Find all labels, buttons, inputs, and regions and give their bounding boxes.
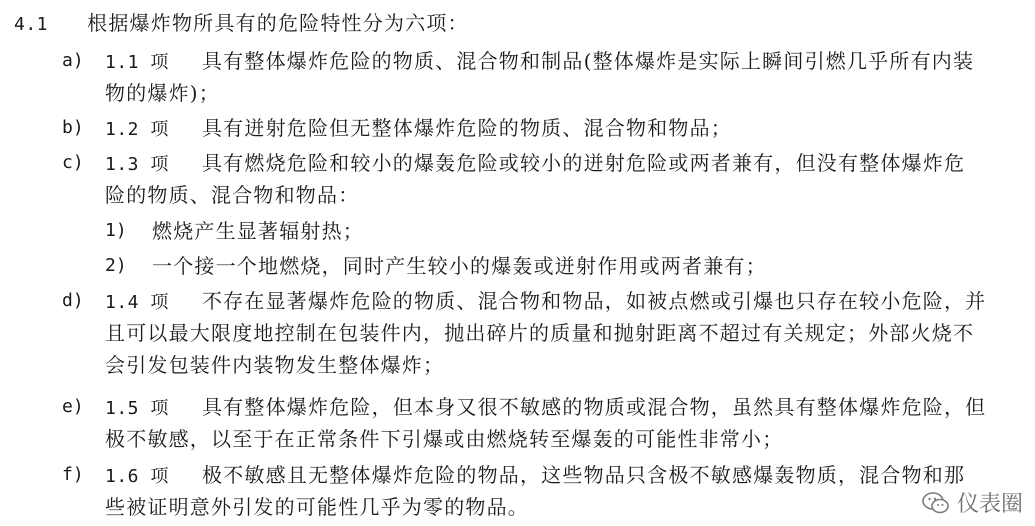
wechat-icon <box>921 490 951 516</box>
item-line: 险的物质、混合物和物品： <box>105 183 360 207</box>
item-marker: f) <box>62 464 84 485</box>
section-number: 4.1 <box>14 14 49 35</box>
item-text: 具有整体爆炸危险的物质、混合物和制品(整体爆炸是实际上瞬间引燃几乎所有内装 <box>201 49 975 73</box>
item-marker: c) <box>62 152 84 173</box>
item-text: 具有迸射危险但无整体爆炸危险的物质、混合物和物品； <box>201 116 732 140</box>
item-code: 1.3 项 <box>105 154 169 175</box>
item-code: 1.1 项 <box>105 52 169 73</box>
item-code: 1.6 项 <box>105 466 169 487</box>
watermark <box>921 487 1023 518</box>
section-title: 根据爆炸物所具有的危险特性分为六项： <box>87 11 469 35</box>
item-line <box>105 394 986 422</box>
subitem-text: 一个接一个地燃烧，同时产生较小的爆轰或迸射作用或两者兼有； <box>152 254 767 278</box>
watermark-text: 仪表圈 <box>956 492 1023 517</box>
item-code: 1.4 项 <box>105 292 169 313</box>
item-line: 极不敏感，以至于在正常条件下引爆或由燃烧转至爆轰的可能性非常小； <box>105 427 784 451</box>
subitem-marker: 1) <box>105 220 127 241</box>
item-marker: b) <box>62 117 84 138</box>
item-text: 具有燃烧危险和较小的爆轰危险或较小的迸射危险或两者兼有，但没有整体爆炸危 <box>201 151 966 175</box>
item-marker: a) <box>62 50 84 71</box>
item-marker: d) <box>62 290 84 311</box>
section-heading <box>14 10 469 38</box>
item-line <box>105 150 965 178</box>
item-text: 极不敏感且无整体爆炸危险的物品，这些物品只含极不敏感爆轰物质，混合物和那 <box>201 463 966 487</box>
item-line: 些被证明意外引发的可能性几乎为零的物品。 <box>105 495 529 519</box>
item-line <box>105 115 732 143</box>
item-line: 会引发包装件内装物发生整体爆炸； <box>105 353 445 377</box>
item-line <box>105 288 986 316</box>
item-marker: e) <box>62 396 84 417</box>
subitem-text: 燃烧产生显著辐射热； <box>152 219 364 243</box>
item-text: 具有整体爆炸危险，但本身又很不敏感的物质或混合物，虽然具有整体爆炸危险，但 <box>201 395 987 419</box>
item-line <box>105 48 974 76</box>
item-text: 不存在显著爆炸危险的物质、混合物和物品，如被点燃或引爆也只存在较小危险，并 <box>201 289 987 313</box>
item-line: 且可以最大限度地控制在包装件内，抛出碎片的质量和抛射距离不超过有关规定；外部火烧不 <box>105 321 975 345</box>
subitem-marker: 2) <box>105 255 127 276</box>
item-line <box>105 462 965 490</box>
item-code: 1.5 项 <box>105 398 169 419</box>
item-line: 物的爆炸)； <box>105 81 221 105</box>
item-code: 1.2 项 <box>105 119 169 140</box>
